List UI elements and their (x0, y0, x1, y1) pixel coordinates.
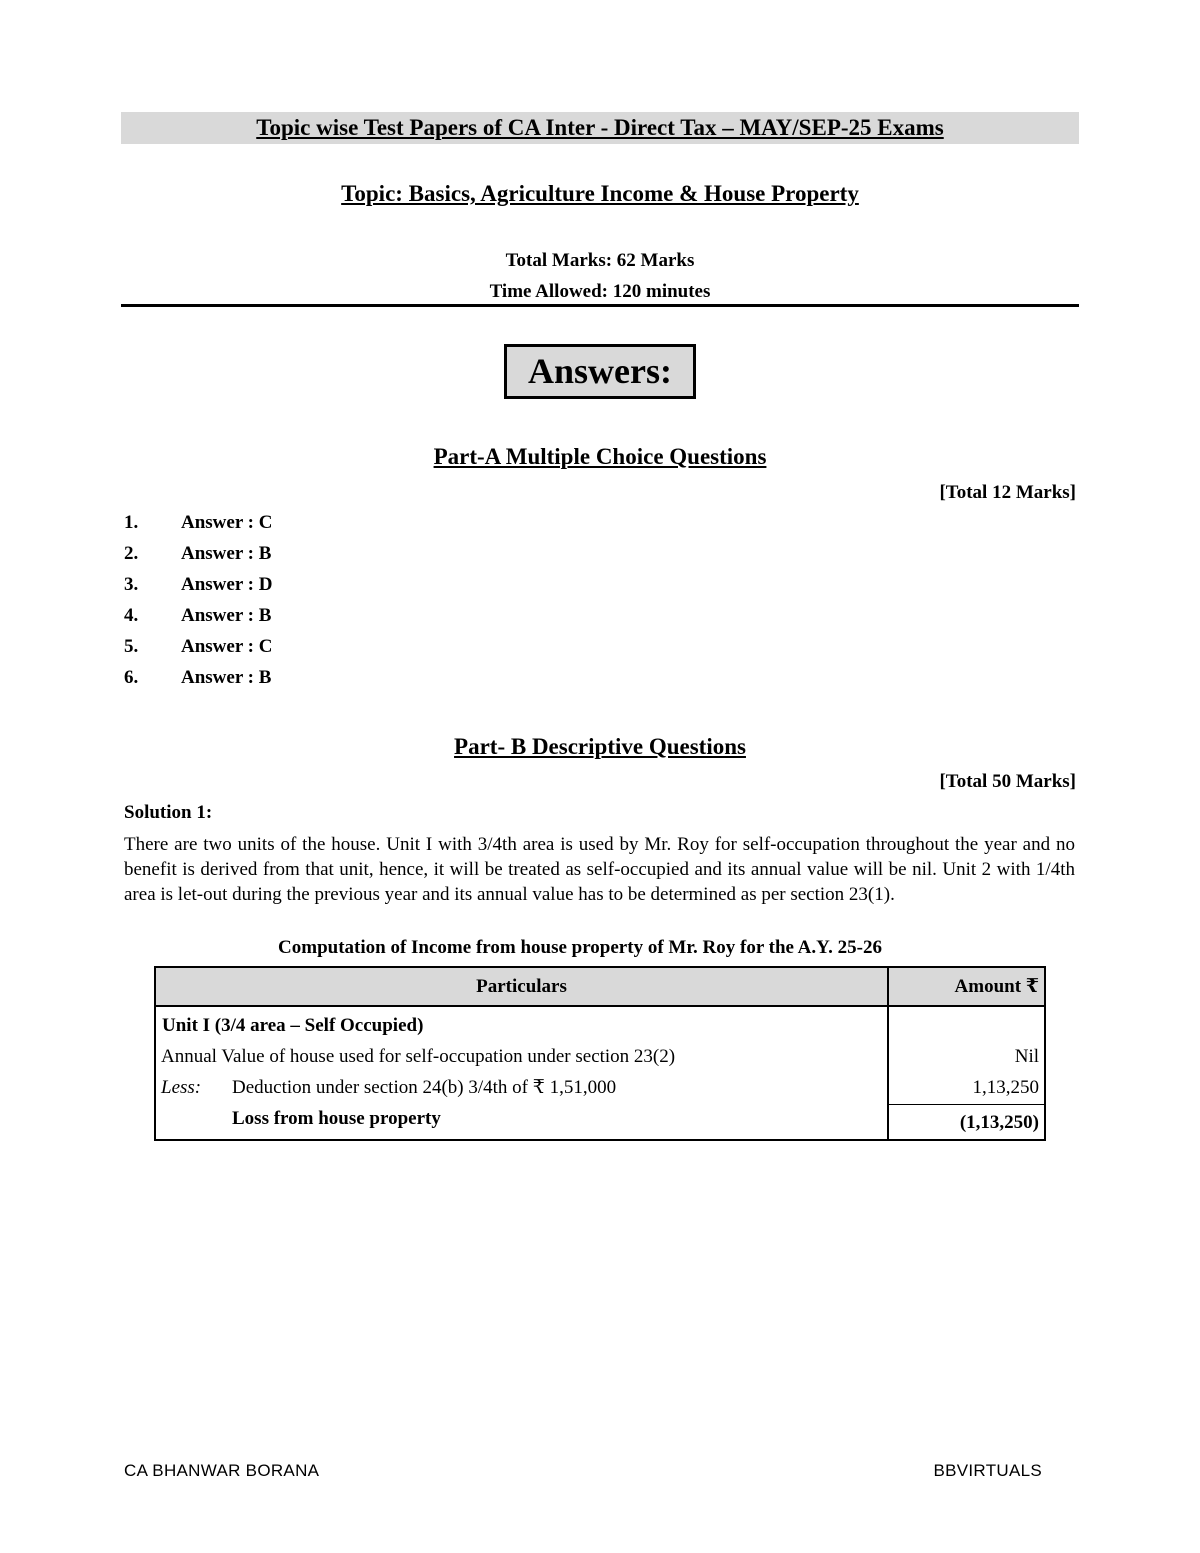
part-a-total: [Total 12 Marks] (939, 482, 1076, 503)
answer-text: Answer : B (181, 543, 272, 564)
footer-left: CA BHANWAR BORANA (124, 1461, 320, 1480)
list-item (124, 572, 524, 603)
part-b-total: [Total 50 Marks] (939, 771, 1076, 792)
table-header-row (156, 968, 1044, 1007)
footer-right: BBVIRTUALS (933, 1461, 1042, 1480)
list-item (124, 603, 524, 634)
less-label: Less: (161, 1077, 202, 1098)
total-divider (889, 1104, 1044, 1105)
solution-paragraph: There are two units of the house. Unit I with 3/4th area is used by Mr. Roy for self-occupation throughout the year and no benefit is derived from that unit, hence, it will be treated as self-occupied and its annual value will be nil. Unit 2 with 1/4th area is let-out during the previous year and its annual value has to be determined as per section 23(1). (124, 834, 1075, 905)
answer-number: 3. (124, 574, 139, 595)
answer-number: 2. (124, 543, 139, 564)
particulars-header: Particulars (476, 976, 567, 997)
answer-number: 4. (124, 605, 139, 626)
annual-value-amount: Nil (1014, 1046, 1039, 1067)
document-title: Topic wise Test Papers of CA Inter - Direct Tax – MAY/SEP-25 Exams (121, 112, 1079, 144)
time-allowed: Time Allowed: 120 minutes (489, 281, 711, 302)
amount-header: Amount ₹ (954, 976, 1039, 997)
deduction-amount: 1,13,250 (972, 1077, 1039, 1098)
loss-label: Loss from house property (232, 1108, 441, 1129)
total-marks: Total Marks: 62 Marks (505, 250, 695, 271)
list-item (124, 510, 524, 541)
answer-text: Answer : B (181, 605, 272, 626)
annual-value-label: Annual Value of house used for self-occupation under section 23(2) (161, 1046, 676, 1067)
answer-text: Answer : C (181, 636, 273, 657)
deduction-label: Deduction under section 24(b) 3/4th of ₹ 1,51,000 (232, 1077, 617, 1098)
answer-text: Answer : C (181, 512, 273, 533)
topic-heading: Topic: Basics, Agriculture Income & House Property (341, 181, 859, 206)
computation-table (154, 966, 1046, 1141)
solution-title: Solution 1: (124, 802, 213, 823)
unit-heading: Unit I (3/4 area – Self Occupied) (162, 1015, 424, 1036)
list-item (124, 665, 524, 696)
answer-number: 5. (124, 636, 139, 657)
answer-text: Answer : B (181, 667, 272, 688)
mcq-answer-list (124, 510, 524, 696)
part-a-heading: Part-A Multiple Choice Questions (433, 444, 767, 469)
answer-number: 6. (124, 667, 139, 688)
loss-amount: (1,13,250) (959, 1112, 1039, 1133)
part-b-heading: Part- B Descriptive Questions (454, 734, 746, 759)
list-item (124, 541, 524, 572)
answer-number: 1. (124, 512, 139, 533)
header-divider (121, 304, 1079, 307)
table-caption: Computation of Income from house property of Mr. Roy for the A.Y. 25-26 (278, 937, 882, 958)
answers-label: Answers: (504, 344, 696, 399)
list-item (124, 634, 524, 665)
answer-text: Answer : D (181, 574, 273, 595)
